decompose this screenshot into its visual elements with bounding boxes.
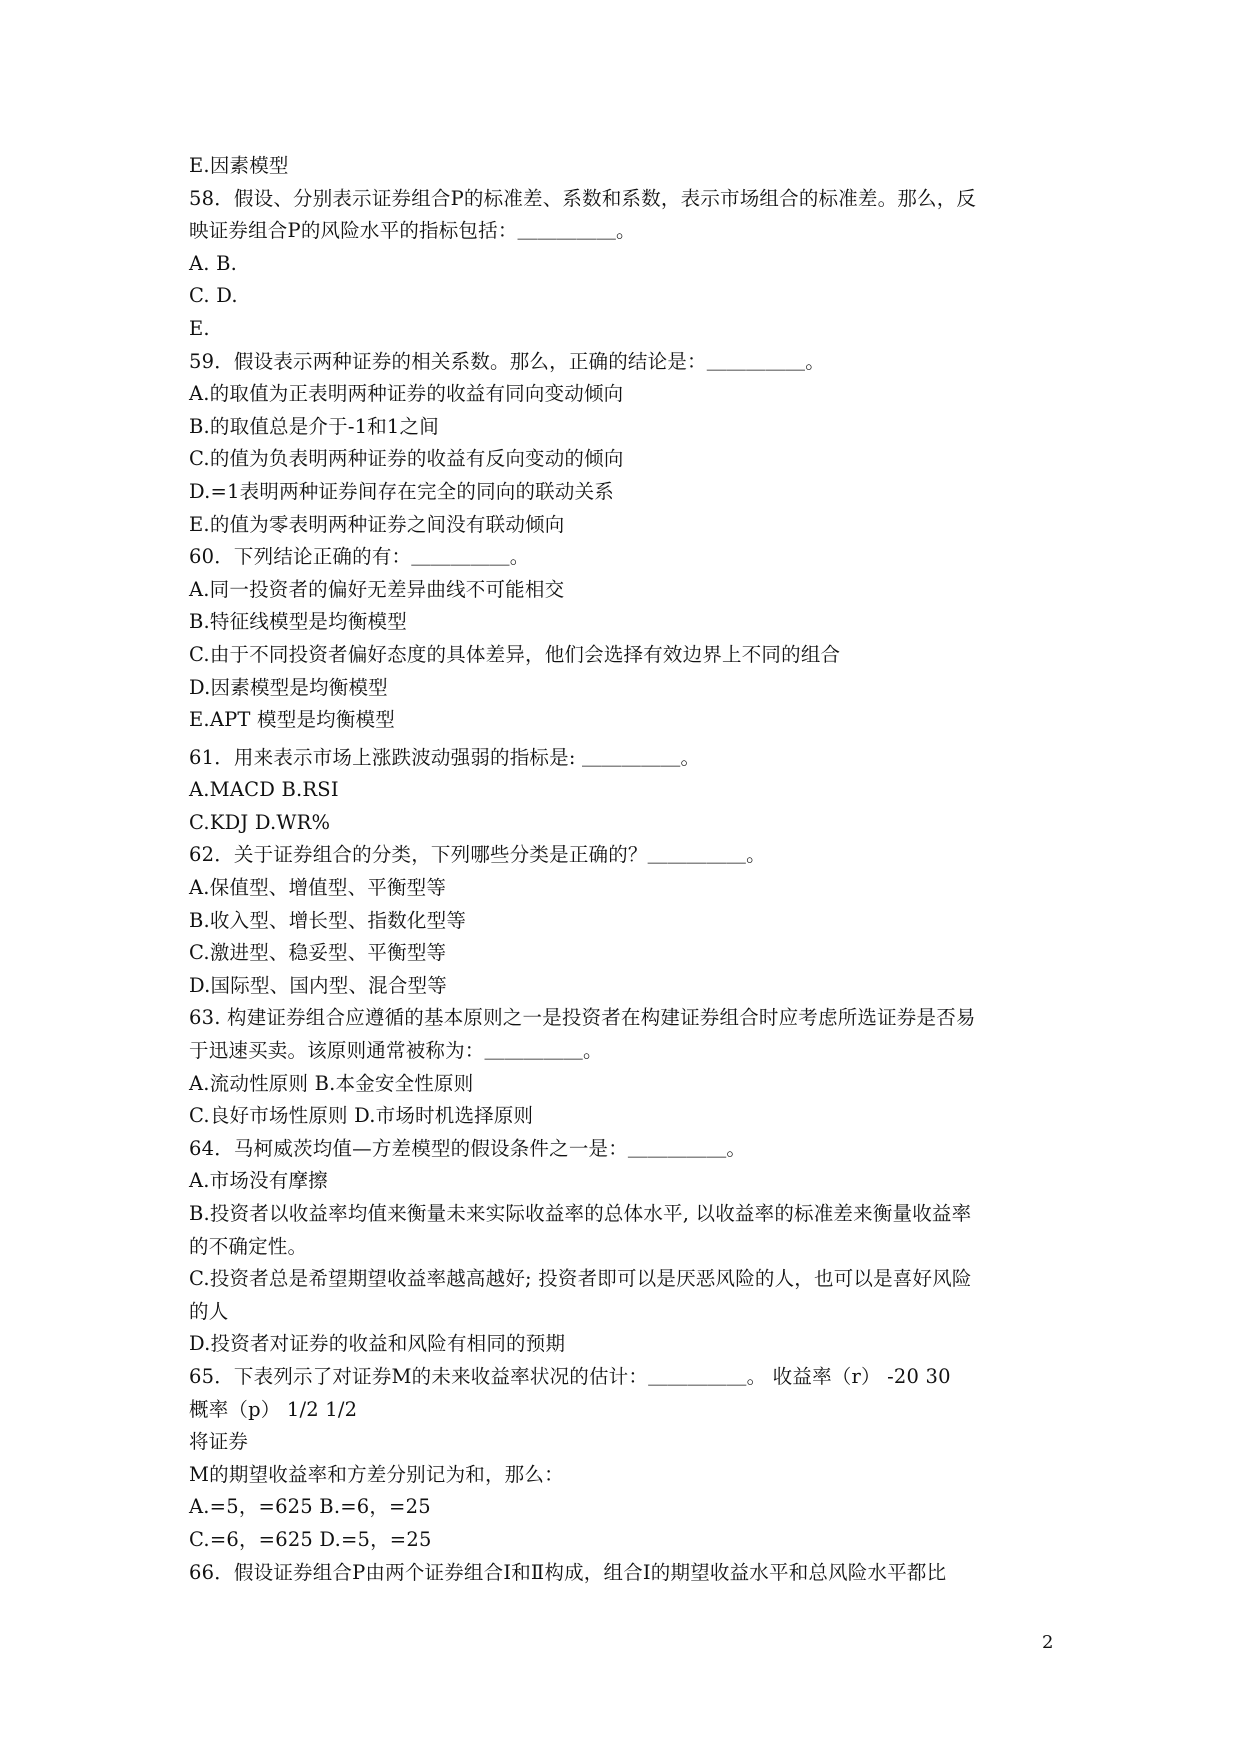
option-line: E.的值为零表明两种证券之间没有联动倾向 xyxy=(189,512,565,536)
question-59: 59．假设表示两种证券的相关系数。那么，正确的结论是：＿＿＿＿＿。 xyxy=(189,349,825,373)
option-line: C. D. xyxy=(189,284,238,308)
option-line: D.=1表明两种证券间存在完全的同向的联动关系 xyxy=(189,479,614,503)
question-62: 62．关于证券组合的分类，下列哪些分类是正确的？＿＿＿＿＿。 xyxy=(189,843,766,867)
option-line: A.MACD B.RSI xyxy=(189,778,339,802)
document-body xyxy=(189,150,1069,1589)
option-line: C.=6，=625 D.=5，=25 xyxy=(189,1527,432,1551)
question-61: 61．用来表示市场上涨跌波动强弱的指标是: ＿＿＿＿＿。 xyxy=(189,745,701,769)
question-58-line-2: 映证券组合P的风险水平的指标包括：＿＿＿＿＿。 xyxy=(189,219,636,243)
page-number: 2 xyxy=(1042,1632,1054,1653)
option-line: C.由于不同投资者偏好态度的具体差异，他们会选择有效边界上不同的组合 xyxy=(189,642,841,666)
question-64: 64．马柯威茨均值—方差模型的假设条件之一是：＿＿＿＿＿。 xyxy=(189,1136,747,1160)
option-line: E.APT 模型是均衡模型 xyxy=(189,708,395,732)
option-line: C.的值为负表明两种证券的收益有反向变动的倾向 xyxy=(189,447,624,471)
question-58-line-1: 58．假设、分别表示证券组合P的标准差、系数和系数，表示市场组合的标准差。那么，反 xyxy=(189,186,977,210)
text-line: M的期望收益率和方差分别记为和，那么： xyxy=(189,1462,564,1486)
option-line: B.投资者以收益率均值来衡量未来实际收益率的总体水平, 以收益率的标准差来衡量收益率 xyxy=(189,1202,972,1225)
option-line: A.保值型、增值型、平衡型等 xyxy=(189,876,447,900)
option-line: B.特征线模型是均衡模型 xyxy=(189,610,407,634)
question-65: 65．下表列示了对证券M的未来收益率状况的估计：＿＿＿＿＿。 收益率（r） -20 30 xyxy=(189,1364,951,1388)
text-line: E.因素模型 xyxy=(189,154,289,177)
text-line: 将证券 xyxy=(189,1430,249,1454)
option-line: E. xyxy=(189,316,210,340)
option-line: C.良好市场性原则 D.市场时机选择原则 xyxy=(189,1104,534,1128)
question-63-line-1: 63. 构建证券组合应遵循的基本原则之一是投资者在构建证券组合时应考虑所选证券是否易 xyxy=(189,1006,976,1030)
question-63-line-2: 于迅速买卖。该原则通常被称为：＿＿＿＿＿。 xyxy=(189,1039,603,1063)
option-line: D.国际型、国内型、混合型等 xyxy=(189,973,447,997)
option-line: A.同一投资者的偏好无差异曲线不可能相交 xyxy=(189,577,565,601)
option-line: A.流动性原则 B.本金安全性原则 xyxy=(189,1071,474,1095)
option-line: C.投资者总是希望期望收益率越高越好; 投资者即可以是厌恶风险的人，也可以是喜好风险 xyxy=(189,1267,972,1291)
option-line: A. B. xyxy=(189,251,238,275)
option-line: C.KDJ D.WR% xyxy=(189,810,331,834)
option-line: B.收入型、增长型、指数化型等 xyxy=(189,908,467,932)
option-line: 的不确定性。 xyxy=(189,1234,308,1258)
option-line: A.的取值为正表明两种证券的收益有同向变动倾向 xyxy=(189,382,624,406)
option-line: 的人 xyxy=(189,1299,229,1323)
option-line: A.市场没有摩擦 xyxy=(189,1169,328,1193)
option-line: B.的取值总是介于-1和1之间 xyxy=(189,414,439,438)
option-line: D.投资者对证券的收益和风险有相同的预期 xyxy=(189,1332,566,1356)
option-line: D.因素模型是均衡模型 xyxy=(189,675,388,699)
option-line: C.激进型、稳妥型、平衡型等 xyxy=(189,941,447,965)
text-line: 概率（p） 1/2 1/2 xyxy=(189,1397,358,1421)
question-60: 60．下列结论正确的有：＿＿＿＿＿。 xyxy=(189,545,530,569)
question-66: 66．假设证券组合P由两个证券组合Ⅰ和Ⅱ构成，组合Ⅰ的期望收益水平和总风险水平都比 xyxy=(189,1560,947,1584)
option-line: A.=5，=625 B.=6，=25 xyxy=(189,1495,431,1519)
